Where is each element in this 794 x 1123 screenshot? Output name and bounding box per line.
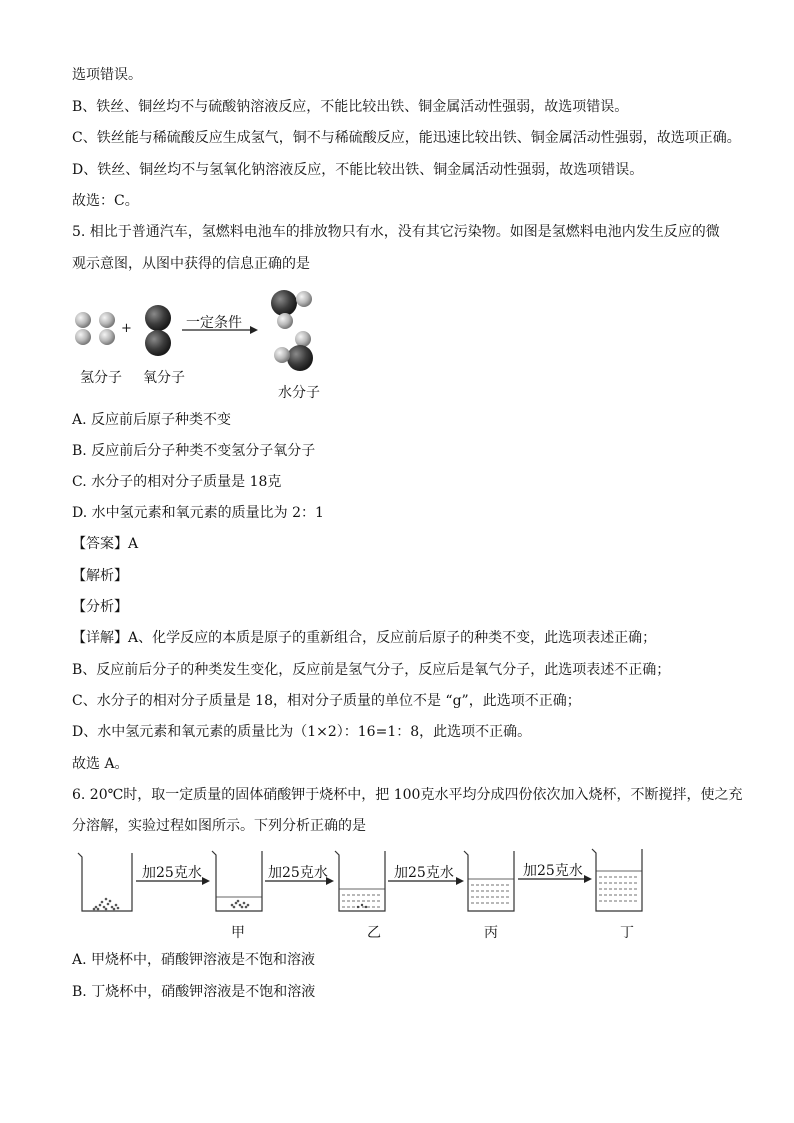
text-line: C、铁丝能与稀硫酸反应生成氢气，铜不与稀硫酸反应，能迅速比较出铁、铜金属活动性强弱，故选项正确。 [72, 130, 741, 146]
explanation-line: 故选 A。 [72, 756, 129, 772]
text-line: B、铁丝、铜丝均不与硫酸钠溶液反应，不能比较出铁、铜金属活动性强弱，故选项错误。 [72, 99, 629, 115]
q6-option-a: A. 甲烧杯中，硝酸钾溶液是不饱和溶液 [72, 952, 316, 968]
add-water-label: 加25克水 [523, 863, 583, 879]
reaction-condition-label: 一定条件 [186, 315, 242, 331]
hydrogen-molecule-label: 氢分子 [80, 370, 122, 386]
analysis-heading: 【解析】 [72, 568, 128, 584]
beaker-label: 丙 [484, 925, 498, 941]
explanation-line: B、反应前后分子的种类发生变化，反应前是氢气分子，反应后是氧气分子，此选项表述不正确； [72, 662, 671, 678]
oxygen-molecule-icon [145, 305, 171, 356]
question-6-line-1: 6. 20℃时，取一定质量的固体硝酸钾于烧杯中，把 100克水平均分成四份依次加入烧杯，不断搅拌，使之充 [72, 787, 743, 803]
question-6-line-2: 分溶解，实验过程如图所示。下列分析正确的是 [72, 818, 366, 834]
option-b: B. 反应前后分子种类不变氢分子氧分子 [72, 443, 316, 459]
beaker-label: 甲 [231, 925, 245, 941]
beaker-icon [464, 851, 514, 911]
explanation-line: 【详解】A、化学反应的本质是原子的重新组合，反应前后原子的种类不变，此选项表述正确； [72, 630, 657, 646]
beaker-icon [78, 853, 132, 911]
question-5-line-2: 观示意图，从图中获得的信息正确的是 [72, 256, 310, 272]
beaker-sequence-diagram [72, 843, 662, 921]
water-molecule-icon [274, 331, 313, 371]
question-5-line-1: 5. 相比于普通汽车，氢燃料电池车的排放物只有水，没有其它污染物。如图是氢燃料电池内发生反应的微 [72, 224, 720, 240]
answer-heading: 【答案】A [72, 536, 139, 552]
explanation-line: C、水分子的相对分子质量是 18，相对分子质量的单位不是 “g”，此选项不正确； [72, 693, 581, 709]
water-molecule-label: 水分子 [278, 385, 320, 401]
text-line: 故选：C。 [72, 193, 139, 209]
beaker-icon [592, 849, 642, 911]
hydrogen-molecule-icon [75, 312, 91, 345]
add-water-label: 加25克水 [394, 865, 454, 881]
add-water-label: 加25克水 [142, 865, 202, 881]
water-molecule-icon [271, 290, 312, 329]
plus-sign: + [121, 321, 132, 336]
analysis-subheading: 【分析】 [72, 599, 128, 615]
text-line: D、铁丝、铜丝均不与氢氧化钠溶液反应，不能比较出铁、铜金属活动性强弱，故选项错误。 [72, 162, 644, 178]
oxygen-molecule-label: 氧分子 [143, 370, 185, 386]
beaker-label: 丁 [620, 925, 634, 941]
beaker-icon [212, 851, 262, 911]
hydrogen-molecule-icon [99, 312, 115, 345]
option-c: C. 水分子的相对分子质量是 18克 [72, 474, 282, 490]
beaker-label: 乙 [367, 925, 381, 941]
option-d: D. 水中氢元素和氧元素的质量比为 2：1 [72, 505, 324, 521]
option-a: A. 反应前后原子种类不变 [72, 412, 232, 428]
text-line: 选项错误。 [72, 67, 142, 83]
add-water-label: 加25克水 [268, 865, 328, 881]
beaker-icon [335, 851, 385, 911]
q6-option-b: B. 丁烧杯中，硝酸钾溶液是不饱和溶液 [72, 984, 316, 1000]
explanation-line: D、水中氢元素和氧元素的质量比为（1×2）：16=1：8，此选项不正确。 [72, 724, 532, 740]
